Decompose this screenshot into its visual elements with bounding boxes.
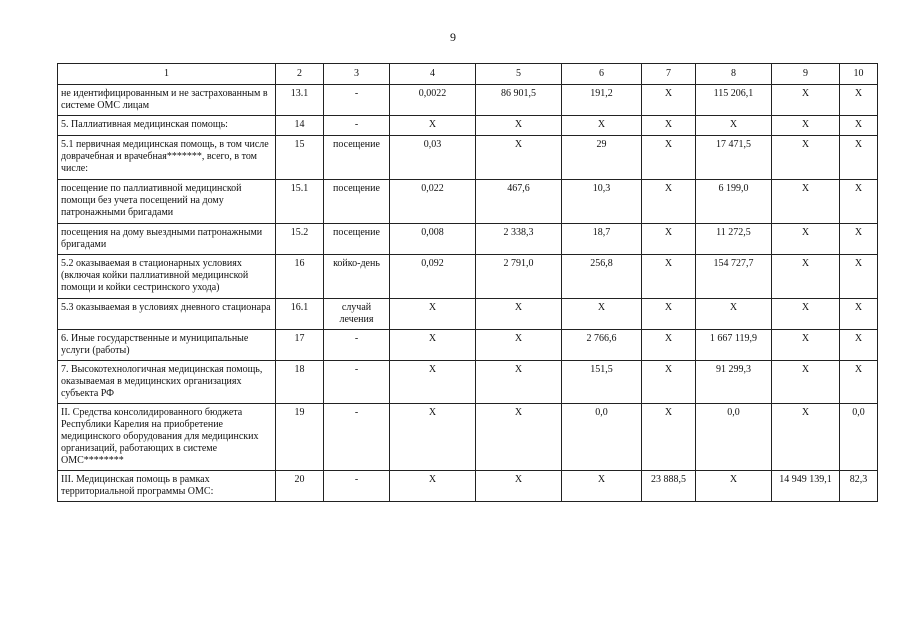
table-cell: 11 272,5: [696, 224, 772, 255]
table-cell: X: [696, 116, 772, 136]
table-row: [58, 180, 878, 224]
column-header: 7: [642, 64, 696, 85]
table-row: [58, 85, 878, 116]
table-cell: посещение: [324, 136, 390, 180]
table-cell: X: [642, 224, 696, 255]
table-cell: 20: [276, 471, 324, 502]
column-header: 4: [390, 64, 476, 85]
table-cell: 151,5: [562, 361, 642, 404]
table-cell: -: [324, 361, 390, 404]
table-cell: X: [840, 361, 878, 404]
table-cell: X: [562, 116, 642, 136]
row-label-cell: 6. Иные государственные и муниципальные услуги (работы): [58, 330, 276, 361]
table-cell: 154 727,7: [696, 255, 772, 299]
table-cell: X: [390, 299, 476, 330]
table-cell: 10,3: [562, 180, 642, 224]
table-row: [58, 330, 878, 361]
financing-table: [57, 63, 878, 502]
table-cell: X: [390, 330, 476, 361]
table-cell: 18,7: [562, 224, 642, 255]
table-cell: X: [840, 224, 878, 255]
table-cell: 0,0: [840, 404, 878, 471]
table-cell: X: [772, 180, 840, 224]
table-cell: 0,0: [696, 404, 772, 471]
table-cell: случай лечения: [324, 299, 390, 330]
table-cell: 17: [276, 330, 324, 361]
table-row: [58, 404, 878, 471]
table-cell: 14 949 139,1: [772, 471, 840, 502]
column-header: 10: [840, 64, 878, 85]
table-cell: X: [772, 299, 840, 330]
table-cell: X: [772, 361, 840, 404]
table-cell: 191,2: [562, 85, 642, 116]
table-cell: X: [840, 255, 878, 299]
table-cell: 0,022: [390, 180, 476, 224]
table-row: [58, 361, 878, 404]
table-cell: 0,03: [390, 136, 476, 180]
table-cell: X: [696, 299, 772, 330]
table-cell: 115 206,1: [696, 85, 772, 116]
table-cell: X: [476, 136, 562, 180]
table-row: [58, 116, 878, 136]
table-cell: 2 338,3: [476, 224, 562, 255]
row-label-cell: 5.2 оказываемая в стационарных условиях (включая койки паллиативной медицинской помощи и койки сестринского ухода): [58, 255, 276, 299]
table-cell: X: [840, 136, 878, 180]
table-cell: -: [324, 471, 390, 502]
table-cell: 2 766,6: [562, 330, 642, 361]
table-cell: X: [642, 299, 696, 330]
table-cell: X: [772, 404, 840, 471]
table-row: [58, 471, 878, 502]
table-cell: 14: [276, 116, 324, 136]
table-cell: X: [390, 471, 476, 502]
table-cell: -: [324, 85, 390, 116]
table-cell: X: [562, 471, 642, 502]
column-header: 3: [324, 64, 390, 85]
table-cell: 91 299,3: [696, 361, 772, 404]
table-cell: 82,3: [840, 471, 878, 502]
column-header: 9: [772, 64, 840, 85]
table-cell: X: [840, 85, 878, 116]
table-row: [58, 136, 878, 180]
column-header: 1: [58, 64, 276, 85]
table-cell: X: [642, 85, 696, 116]
table-cell: 256,8: [562, 255, 642, 299]
table-cell: посещение: [324, 224, 390, 255]
table-cell: X: [390, 404, 476, 471]
table-cell: X: [476, 404, 562, 471]
table-row: [58, 255, 878, 299]
table-cell: 2 791,0: [476, 255, 562, 299]
table-cell: 13.1: [276, 85, 324, 116]
table-cell: койко-день: [324, 255, 390, 299]
row-label-cell: 5.3 оказываемая в условиях дневного стационара: [58, 299, 276, 330]
table-cell: 16.1: [276, 299, 324, 330]
table-cell: X: [772, 224, 840, 255]
page-number: 9: [450, 30, 456, 44]
table-cell: посещение: [324, 180, 390, 224]
row-label-cell: посещение по паллиативной медицинской помощи без учета посещений на дому патронажными бригадами: [58, 180, 276, 224]
table-cell: 17 471,5: [696, 136, 772, 180]
table-cell: X: [840, 180, 878, 224]
table-cell: 18: [276, 361, 324, 404]
table-cell: -: [324, 116, 390, 136]
table-cell: X: [642, 136, 696, 180]
table-cell: X: [476, 330, 562, 361]
table-cell: X: [772, 85, 840, 116]
table-cell: 0,0: [562, 404, 642, 471]
table-cell: X: [642, 404, 696, 471]
table-cell: X: [840, 330, 878, 361]
table-cell: X: [562, 299, 642, 330]
table-cell: X: [772, 255, 840, 299]
table-cell: X: [476, 299, 562, 330]
table-cell: 0,092: [390, 255, 476, 299]
table-row: [58, 224, 878, 255]
table-cell: X: [840, 116, 878, 136]
table-cell: 15.1: [276, 180, 324, 224]
table-cell: X: [390, 361, 476, 404]
table-cell: X: [772, 330, 840, 361]
table-cell: 19: [276, 404, 324, 471]
table-cell: 1 667 119,9: [696, 330, 772, 361]
table-cell: 15: [276, 136, 324, 180]
table-cell: X: [390, 116, 476, 136]
table-cell: X: [772, 116, 840, 136]
row-label-cell: не идентифицированным и не застрахованным в системе ОМС лицам: [58, 85, 276, 116]
table-cell: X: [642, 116, 696, 136]
table-cell: 16: [276, 255, 324, 299]
table-row: [58, 299, 878, 330]
row-label-cell: II. Средства консолидированного бюджета Республики Карелия на приобретение медицинского оборудования для медицинских организаций, работающих в системе ОМС********: [58, 404, 276, 471]
table-cell: X: [642, 330, 696, 361]
table-cell: X: [476, 361, 562, 404]
table-cell: 15.2: [276, 224, 324, 255]
table-cell: -: [324, 330, 390, 361]
row-label-cell: 7. Высокотехнологичная медицинская помощь, оказываемая в медицинских организациях субъекта РФ: [58, 361, 276, 404]
table-cell: X: [840, 299, 878, 330]
table-cell: 0,0022: [390, 85, 476, 116]
column-header: 8: [696, 64, 772, 85]
table-cell: 6 199,0: [696, 180, 772, 224]
column-header: 2: [276, 64, 324, 85]
table-cell: X: [476, 116, 562, 136]
column-header: 6: [562, 64, 642, 85]
row-label-cell: III. Медицинская помощь в рамках территориальной программы ОМС:: [58, 471, 276, 502]
table-cell: 29: [562, 136, 642, 180]
table-cell: X: [476, 471, 562, 502]
row-label-cell: 5. Паллиативная медицинская помощь:: [58, 116, 276, 136]
row-label-cell: посещения на дому выездными патронажными бригадами: [58, 224, 276, 255]
table-cell: X: [642, 361, 696, 404]
table-cell: 0,008: [390, 224, 476, 255]
table-cell: -: [324, 404, 390, 471]
row-label-cell: 5.1 первичная медицинская помощь, в том числе доврачебная и врачебная*******, всего, в том числе:: [58, 136, 276, 180]
column-header: 5: [476, 64, 562, 85]
table-cell: X: [642, 180, 696, 224]
table-cell: X: [642, 255, 696, 299]
table-cell: 467,6: [476, 180, 562, 224]
table-cell: X: [696, 471, 772, 502]
table-cell: X: [772, 136, 840, 180]
table-cell: 86 901,5: [476, 85, 562, 116]
table-cell: 23 888,5: [642, 471, 696, 502]
table-header-row: [58, 64, 878, 85]
